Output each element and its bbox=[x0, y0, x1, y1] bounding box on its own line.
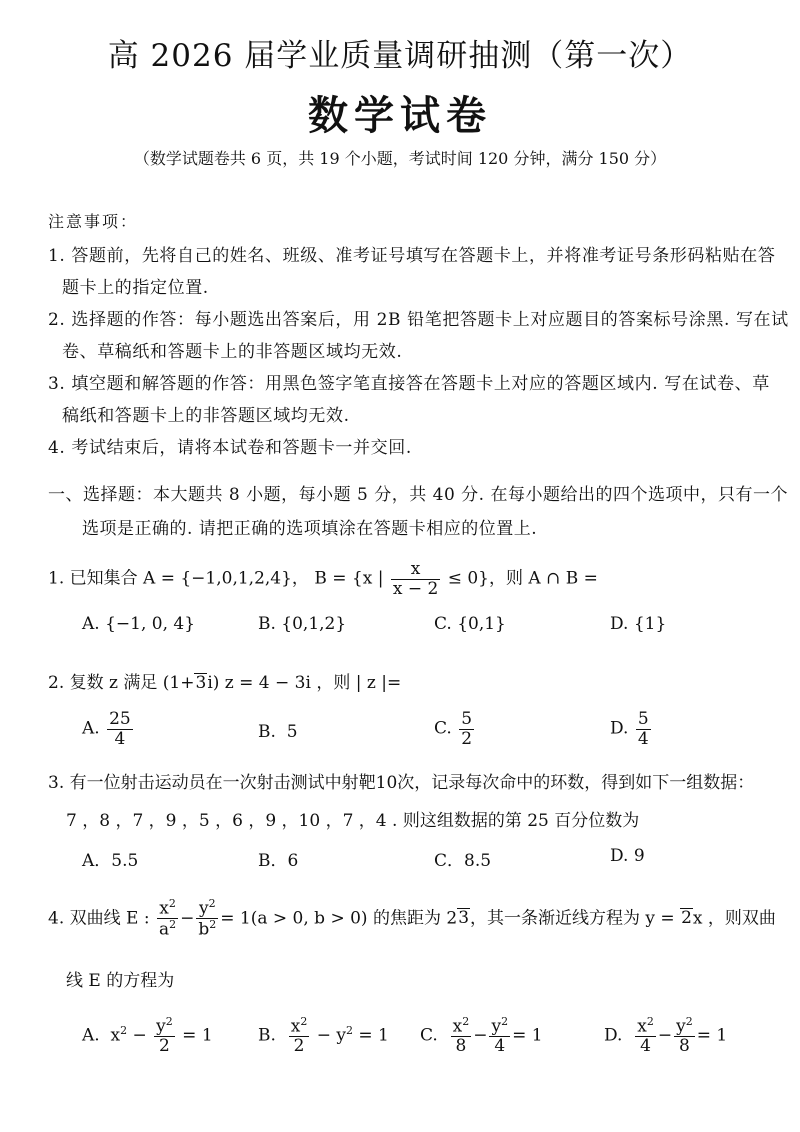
question-4-cont: 线 E 的方程为 bbox=[66, 971, 175, 991]
question-3: 3. 有一位射击运动员在一次射击测试中射靶10次，记录每次命中的环数，得到如下一组数据： bbox=[48, 773, 755, 793]
section-heading: 一、选择题：本大题共 8 小题，每小题 5 分，共 40 分. 在每小题给出的四个选项中，只有一个 bbox=[48, 485, 788, 505]
exam-subject: 数学试卷 bbox=[308, 93, 492, 139]
notice-line: 2. 选择题的作答：每小题选出答案后，用 2B 铅笔把答题卡上对应题目的答案标号涂黑. 写在试 bbox=[48, 310, 789, 330]
notice-title: 注意事项： bbox=[48, 212, 139, 231]
notice-line: 1. 答题前，先将自己的姓名、班级、准考证号填写在答题卡上，并将准考证号条形码粘贴在答 bbox=[48, 246, 776, 266]
q1-setB-right: ≤ 0}，则 A ∩ B = bbox=[447, 568, 598, 589]
sqrt-symbol: 3 bbox=[195, 673, 207, 693]
option-d: D. $\frac{5}{4}$ bbox=[610, 709, 649, 749]
question-3-data: 7 ，8 ，7 ，9 ，5 ，6 ，9 ，10 ，7 ，4 . 则这组数据的第 25 百分位数为 bbox=[66, 811, 640, 831]
notice-line: 3. 填空题和解答题的作答：用黑色签字笔直接答在答题卡上对应的答题区域内. 写在试卷、草 bbox=[48, 374, 770, 394]
q1-prefix: 1. 已知集合 bbox=[48, 568, 144, 589]
option-c: C. $\frac{x^2}{8}$ − $\frac{y^2}{4}$ = 1 bbox=[420, 1015, 543, 1057]
option-c: C. {0,1} bbox=[434, 614, 506, 634]
option-a: A．5.5 bbox=[82, 851, 139, 871]
option-c: C．8.5 bbox=[434, 851, 492, 871]
option-a: A. {−1, 0, 4} bbox=[82, 614, 196, 634]
option-b: B. {0,1,2} bbox=[258, 614, 347, 634]
notice-line: 4. 考试结束后，请将本试卷和答题卡一并交回. bbox=[48, 438, 412, 458]
q1-setB-left: B = {x | bbox=[314, 568, 384, 589]
option-b: B．6 bbox=[258, 851, 299, 871]
option-a: A. $\frac{25}{4}$ bbox=[82, 709, 131, 749]
option-d: D. {1} bbox=[610, 614, 667, 634]
option-d: D. $\frac{x^2}{4}$ − $\frac{y^2}{8}$ = 1 bbox=[604, 1015, 728, 1057]
option-a: A. $x^2$ − $\frac{y^2}{2}$ = 1 bbox=[82, 1015, 213, 1057]
q1-fraction: $\frac{x}{x - 2}$ bbox=[392, 559, 439, 599]
notice-line: 题卡上的指定位置. bbox=[62, 278, 209, 298]
question-2: 2. 复数 z 满足 (1+3i) z = 4 − 3i ，则 | z |= bbox=[48, 673, 402, 693]
notice-line: 稿纸和答题卡上的非答题区域均无效. bbox=[62, 406, 350, 426]
option-b: B. $\frac{x^2}{2}$ − $y^2 = 1$ bbox=[258, 1015, 389, 1057]
option-d: D. 9 bbox=[610, 846, 645, 866]
option-c: C. $\frac{5}{2}$ bbox=[434, 709, 473, 749]
option-b: B. 5 bbox=[258, 722, 298, 742]
exam-meta: （数学试题卷共 6 页，共 19 个小题，考试时间 120 分钟，满分 150 分） bbox=[133, 149, 667, 168]
question-1 bbox=[48, 560, 598, 598]
notice-line: 卷、草稿纸和答题卡上的非答题区域均无效. bbox=[62, 342, 403, 362]
section-heading-cont: 选项是正确的. 请把正确的选项填涂在答题卡相应的位置上. bbox=[82, 519, 538, 539]
question-4: 4. 双曲线 E : $\frac{x^2}{a^2}$ − $\frac{y^2}{b^2}$ = 1(a > 0, b > 0) 的焦距为 23，其一条渐近线方程为 y = 2x ，则双曲 bbox=[48, 897, 776, 940]
exam-title: 高 2026 届学业质量调研抽测（第一次） bbox=[107, 38, 693, 74]
q1-setA: A = {−1,0,1,2,4}， bbox=[143, 568, 309, 589]
